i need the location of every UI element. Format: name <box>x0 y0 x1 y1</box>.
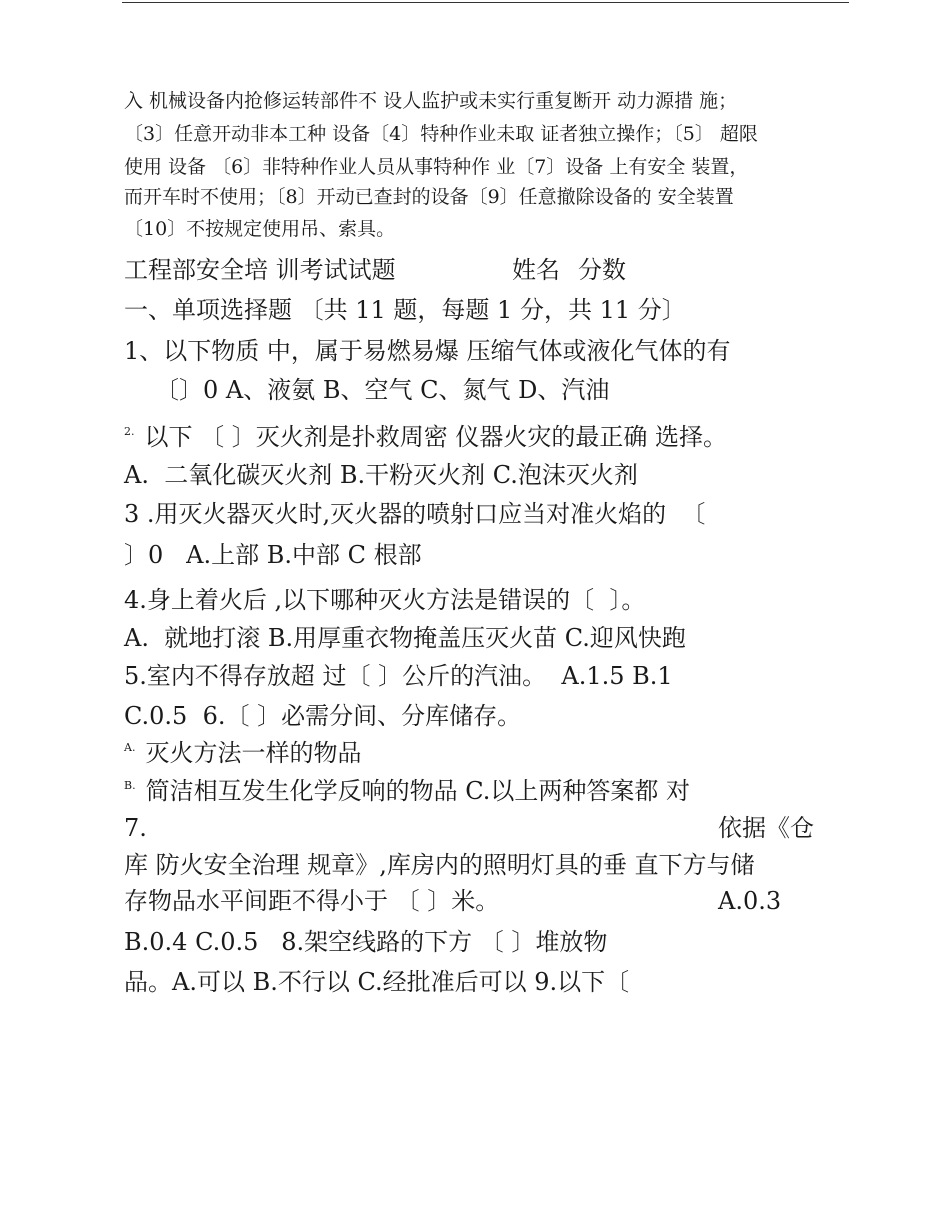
intro-line: 〔10〕不按规定使用吊、索具。 <box>124 218 396 240</box>
option-a-text: 灭火方法一样的物品 <box>145 739 362 767</box>
question-8-9: 品。A.可以 B.不行以 C.经批准后可以 9.以下〔 <box>124 968 630 996</box>
question-1-options: 〔〕0 A、液氨 B、空气 C、氮气 D、汽油 <box>155 376 610 404</box>
section-heading: 一、单项选择题 〔共 11 题，每题 1 分，共 11 分〕 <box>124 296 686 324</box>
question-4: 4.身上着火后 ,以下哪种灭火方法是错误的〔 〕。 <box>124 586 646 614</box>
question-2 <box>124 425 727 449</box>
option-a-label: A. <box>124 741 136 754</box>
question-6-option-b <box>124 779 690 803</box>
intro-line: 而开车时不使用；〔8〕开动已查封的设备〔9〕任意撤除设备的 安全装置 <box>124 186 734 208</box>
question-2-options: A. 二氧化碳灭火剂 B.干粉灭火剂 C.泡沫灭火剂 <box>124 461 638 489</box>
question-7-number: 7. <box>124 814 147 842</box>
question-2-number: 2. <box>124 425 135 438</box>
question-7-start: 依据《仓 <box>718 814 814 842</box>
exam-title: 工程部安全培 训考试试题 <box>124 256 396 284</box>
question-3-options: 〕0 A.上部 B.中部 C 根部 <box>124 541 422 569</box>
option-b-label: B. <box>124 779 136 792</box>
question-5: 5.室内不得存放超 过〔 〕公斤的汽油。 A.1.5 B.1 <box>124 662 673 690</box>
question-6-option-a <box>124 741 361 765</box>
option-b-text: 简洁相互发生化学反响的物品 C.以上两种答案都 对 <box>145 777 690 805</box>
question-1: 1、以下物质 中，属于易燃易爆 压缩气体或液化气体的有 <box>124 337 731 365</box>
header-rule <box>122 2 849 3</box>
question-8: B.0.4 C.0.5 8.架空线路的下方 〔 〕堆放物 <box>124 928 608 956</box>
question-4-options: A. 就地打滚 B.用厚重衣物掩盖压灭火苗 C.迎风快跑 <box>124 624 686 652</box>
name-label: 姓名 <box>512 256 560 284</box>
question-2-text: 以下 〔 〕灭火剂是扑救周密 仪器火灾的最正确 选择。 <box>144 423 728 451</box>
question-7-option-a: A.0.3 <box>718 887 782 915</box>
question-3: 3 .用灭火器灭火时,灭火器的喷射口应当对准火焰的 〔 <box>124 500 706 528</box>
question-5-6: C.0.5 6.〔 〕必需分间、分库储存。 <box>124 702 522 730</box>
question-7-end: 存物品水平间距不得小于 〔 〕米。 <box>124 887 500 915</box>
score-label: 分数 <box>578 256 626 284</box>
intro-line: 〔3〕任意开动非本工种 设备〔4〕特种作业未取 证者独立操作；〔5〕 超限 <box>124 123 758 145</box>
question-7: 库 防火安全治理 规章》,库房内的照明灯具的垂 直下方与储 <box>124 851 755 879</box>
intro-line: 入 机械设备内抢修运转部件不 设人监护或未实行重复断开 动力源措 施； <box>124 90 738 112</box>
intro-line: 使用 设备 〔6〕非特种作业人员从事特种作 业〔7〕设备 上有安全 装置， <box>124 156 749 178</box>
